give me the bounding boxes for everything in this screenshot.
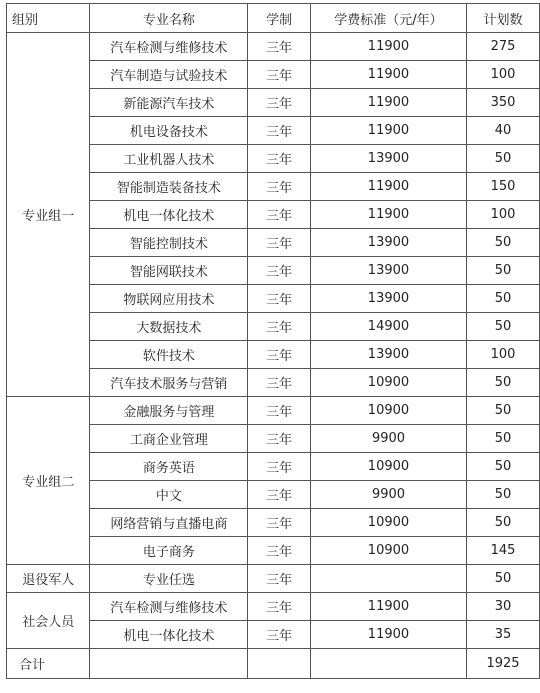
duration-cell: 三年 — [248, 229, 311, 257]
duration-cell: 三年 — [248, 369, 311, 397]
duration-cell: 三年 — [248, 425, 311, 453]
table-row — [7, 397, 540, 425]
duration-cell: 三年 — [248, 453, 311, 481]
total-major-cell — [90, 649, 248, 679]
duration-cell: 三年 — [248, 565, 311, 593]
major-cell: 工业机器人技术 — [90, 145, 248, 173]
duration-cell: 三年 — [248, 509, 311, 537]
fee-cell: 10900 — [311, 509, 467, 537]
plan-cell: 50 — [466, 369, 539, 397]
fee-cell: 13900 — [311, 285, 467, 313]
plan-cell: 50 — [466, 313, 539, 341]
major-cell: 机电设备技术 — [90, 117, 248, 145]
plan-cell: 50 — [466, 397, 539, 425]
major-cell: 软件技术 — [90, 341, 248, 369]
plan-cell: 50 — [466, 145, 539, 173]
fee-cell: 13900 — [311, 257, 467, 285]
major-cell: 机电一体化技术 — [90, 201, 248, 229]
plan-cell: 50 — [466, 229, 539, 257]
major-cell: 工商企业管理 — [90, 425, 248, 453]
plan-cell: 50 — [466, 425, 539, 453]
fee-cell — [311, 565, 467, 593]
major-cell: 新能源汽车技术 — [90, 89, 248, 117]
duration-cell: 三年 — [248, 341, 311, 369]
duration-cell: 三年 — [248, 145, 311, 173]
table-body — [7, 33, 540, 679]
header-plan: 计划数 — [466, 4, 539, 33]
plan-cell: 100 — [466, 61, 539, 89]
total-plan-cell: 1925 — [466, 649, 539, 679]
fee-cell: 13900 — [311, 145, 467, 173]
duration-cell: 三年 — [248, 313, 311, 341]
major-cell: 网络营销与直播电商 — [90, 509, 248, 537]
fee-cell: 11900 — [311, 173, 467, 201]
plan-cell: 50 — [466, 565, 539, 593]
fee-cell: 10900 — [311, 369, 467, 397]
major-cell: 汽车技术服务与营销 — [90, 369, 248, 397]
major-cell: 物联网应用技术 — [90, 285, 248, 313]
duration-cell: 三年 — [248, 621, 311, 649]
header-group: 组别 — [7, 4, 90, 33]
fee-cell: 11900 — [311, 117, 467, 145]
major-cell: 电子商务 — [90, 537, 248, 565]
header-row — [7, 4, 540, 33]
group-name-cell: 专业组一 — [7, 33, 90, 397]
duration-cell: 三年 — [248, 481, 311, 509]
duration-cell: 三年 — [248, 397, 311, 425]
fee-cell: 13900 — [311, 341, 467, 369]
major-cell: 大数据技术 — [90, 313, 248, 341]
plan-cell: 150 — [466, 173, 539, 201]
fee-cell: 9900 — [311, 425, 467, 453]
duration-cell: 三年 — [248, 285, 311, 313]
enrollment-plan-table-container — [6, 3, 540, 679]
major-cell: 汽车制造与试验技术 — [90, 61, 248, 89]
plan-cell: 50 — [466, 481, 539, 509]
major-cell: 智能制造装备技术 — [90, 173, 248, 201]
fee-cell: 11900 — [311, 593, 467, 621]
fee-cell: 11900 — [311, 89, 467, 117]
major-cell: 机电一体化技术 — [90, 621, 248, 649]
major-cell: 汽车检测与维修技术 — [90, 33, 248, 61]
plan-cell: 100 — [466, 201, 539, 229]
duration-cell: 三年 — [248, 537, 311, 565]
major-cell: 智能控制技术 — [90, 229, 248, 257]
plan-cell: 35 — [466, 621, 539, 649]
duration-cell: 三年 — [248, 173, 311, 201]
plan-cell: 40 — [466, 117, 539, 145]
duration-cell: 三年 — [248, 257, 311, 285]
group-name-cell: 退役军人 — [7, 565, 90, 593]
major-cell: 金融服务与管理 — [90, 397, 248, 425]
total-row — [7, 649, 540, 679]
table-row — [7, 565, 540, 593]
header-fee: 学费标准（元/年） — [311, 4, 467, 33]
duration-cell: 三年 — [248, 593, 311, 621]
total-label-cell: 合计 — [7, 649, 90, 679]
plan-cell: 350 — [466, 89, 539, 117]
fee-cell: 11900 — [311, 621, 467, 649]
duration-cell: 三年 — [248, 89, 311, 117]
group-name-cell: 专业组二 — [7, 397, 90, 565]
plan-cell: 145 — [466, 537, 539, 565]
plan-cell: 50 — [466, 285, 539, 313]
header-duration: 学制 — [248, 4, 311, 33]
major-cell: 智能网联技术 — [90, 257, 248, 285]
major-cell: 专业任选 — [90, 565, 248, 593]
total-fee-cell — [311, 649, 467, 679]
fee-cell: 10900 — [311, 453, 467, 481]
fee-cell: 11900 — [311, 33, 467, 61]
fee-cell: 14900 — [311, 313, 467, 341]
total-duration-cell — [248, 649, 311, 679]
table-row — [7, 593, 540, 621]
plan-cell: 50 — [466, 453, 539, 481]
fee-cell: 10900 — [311, 397, 467, 425]
enrollment-plan-table — [6, 3, 540, 679]
duration-cell: 三年 — [248, 201, 311, 229]
fee-cell: 11900 — [311, 61, 467, 89]
plan-cell: 100 — [466, 341, 539, 369]
header-major: 专业名称 — [90, 4, 248, 33]
fee-cell: 10900 — [311, 537, 467, 565]
major-cell: 中文 — [90, 481, 248, 509]
plan-cell: 50 — [466, 257, 539, 285]
plan-cell: 275 — [466, 33, 539, 61]
table-row — [7, 33, 540, 61]
duration-cell: 三年 — [248, 117, 311, 145]
duration-cell: 三年 — [248, 61, 311, 89]
duration-cell: 三年 — [248, 33, 311, 61]
major-cell: 汽车检测与维修技术 — [90, 593, 248, 621]
plan-cell: 50 — [466, 509, 539, 537]
major-cell: 商务英语 — [90, 453, 248, 481]
group-name-cell: 社会人员 — [7, 593, 90, 649]
fee-cell: 9900 — [311, 481, 467, 509]
plan-cell: 30 — [466, 593, 539, 621]
fee-cell: 11900 — [311, 201, 467, 229]
fee-cell: 13900 — [311, 229, 467, 257]
